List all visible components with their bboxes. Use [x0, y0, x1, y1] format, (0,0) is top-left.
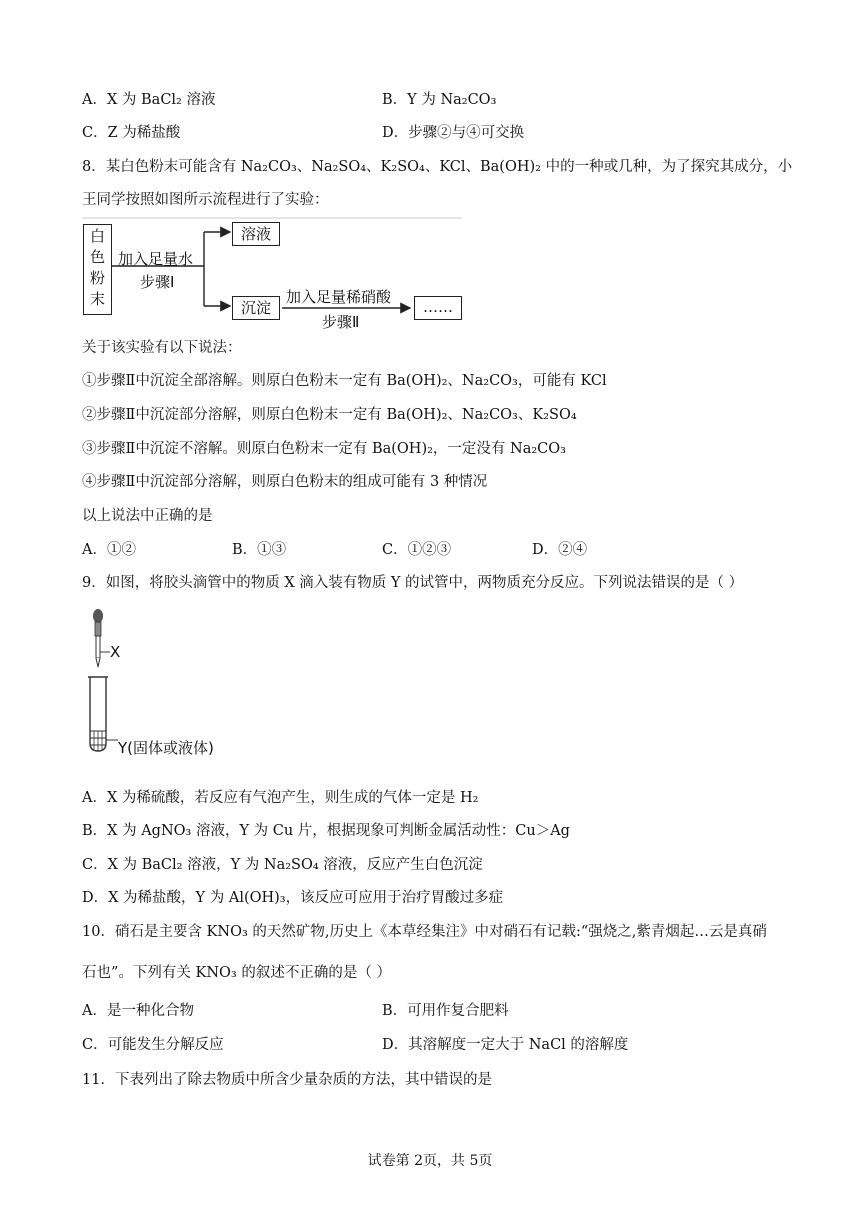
q8-option-c: C．①②③	[382, 542, 452, 558]
q8-stem-line2: 王同学按照如图所示流程进行了实验：	[82, 192, 329, 208]
q7-option-c: C．Z 为稀盐酸	[82, 125, 181, 141]
q9-option-a: A．X 为稀硫酸，若反应有气泡产生，则生成的气体一定是 H₂	[82, 790, 479, 806]
dropper-label-x: X	[110, 643, 121, 661]
q8-option-b: B．①③	[232, 542, 287, 558]
q8-statement-3: ③步骤Ⅱ中沉淀不溶解。则原白色粉末一定有 Ba(OH)₂，一定没有 Na₂CO₃	[82, 441, 566, 457]
q8-question: 以上说法中正确的是	[82, 508, 213, 524]
q11-stem: 11．下表列出了除去物质中所含少量杂质的方法，其中错误的是	[82, 1072, 492, 1088]
q10-option-b: B．可用作复合肥料	[382, 1003, 509, 1019]
q8-option-d: D．②④	[532, 542, 588, 558]
step2-name-label: 步骤Ⅱ	[322, 313, 360, 331]
step1-name-label: 步骤Ⅰ	[140, 273, 175, 291]
q9-apparatus-figure	[82, 605, 282, 775]
q9-stem: 9．如图，将胶头滴管中的物质 X 滴入装有物质 Y 的试管中，两物质充分反应。下列说法错误的是（ ）	[82, 575, 744, 591]
solution-box: 溶液	[232, 222, 280, 246]
q10-option-d: D．其溶解度一定大于 NaCl 的溶解度	[382, 1037, 629, 1053]
q7-option-d: D．步骤②与④可交换	[382, 125, 525, 141]
white-powder-box: 白 色 粉 末	[83, 224, 112, 315]
q10-stem-line2: 石也”。下列有关 KNO₃ 的叙述不正确的是（ ）	[82, 965, 391, 981]
q9-option-b: B．X 为 AgNO₃ 溶液，Y 为 Cu 片，根据现象可判断金属活动性：Cu＞Ag	[82, 823, 570, 839]
step1-action-label: 加入足量水	[118, 250, 194, 268]
q8-stem-line1: 8．某白色粉末可能含有 Na₂CO₃、Na₂SO₄、K₂SO₄、KCl、Ba(OH)₂ 中的一种或几种，为了探究其成分，小	[82, 159, 793, 175]
precipitate-box: 沉淀	[232, 296, 280, 320]
result-box: ……	[414, 296, 462, 320]
page-footer: 试卷第 2页，共 5页	[367, 1153, 493, 1169]
q8-intro: 关于该实验有以下说法：	[82, 340, 242, 356]
q8-statement-1: ①步骤Ⅱ中沉淀全部溶解。则原白色粉末一定有 Ba(OH)₂、Na₂CO₃，可能有 KCl	[82, 373, 607, 389]
step2-action-label: 加入足量稀硝酸	[286, 288, 392, 306]
q10-stem-line1: 10．硝石是主要含 KNO₃ 的天然矿物,历史上《本草经集注》中对硝石有记载:“强烧之,紫青烟起…云是真硝	[82, 924, 767, 940]
q8-option-a: A．①②	[82, 542, 136, 558]
q8-flow-diagram	[82, 216, 462, 331]
q8-statement-4: ④步骤Ⅱ中沉淀部分溶解，则原白色粉末的组成可能有 3 种情况	[82, 474, 488, 490]
q7-option-b: B．Y 为 Na₂CO₃	[382, 92, 497, 108]
q10-option-c: C．可能发生分解反应	[82, 1037, 224, 1053]
q7-option-a: A．X 为 BaCl₂ 溶液	[82, 92, 216, 108]
q8-statement-2: ②步骤Ⅱ中沉淀部分溶解，则原白色粉末一定有 Ba(OH)₂、Na₂CO₃、K₂SO₄	[82, 407, 577, 423]
q9-option-d: D．X 为稀盐酸，Y 为 Al(OH)₃，该反应可应用于治疗胃酸过多症	[82, 890, 504, 906]
q10-option-a: A．是一种化合物	[82, 1003, 194, 1019]
tube-label-y: Y(固体或液体)	[118, 739, 214, 757]
q9-option-c: C．X 为 BaCl₂ 溶液，Y 为 Na₂SO₄ 溶液，反应产生白色沉淀	[82, 857, 483, 873]
